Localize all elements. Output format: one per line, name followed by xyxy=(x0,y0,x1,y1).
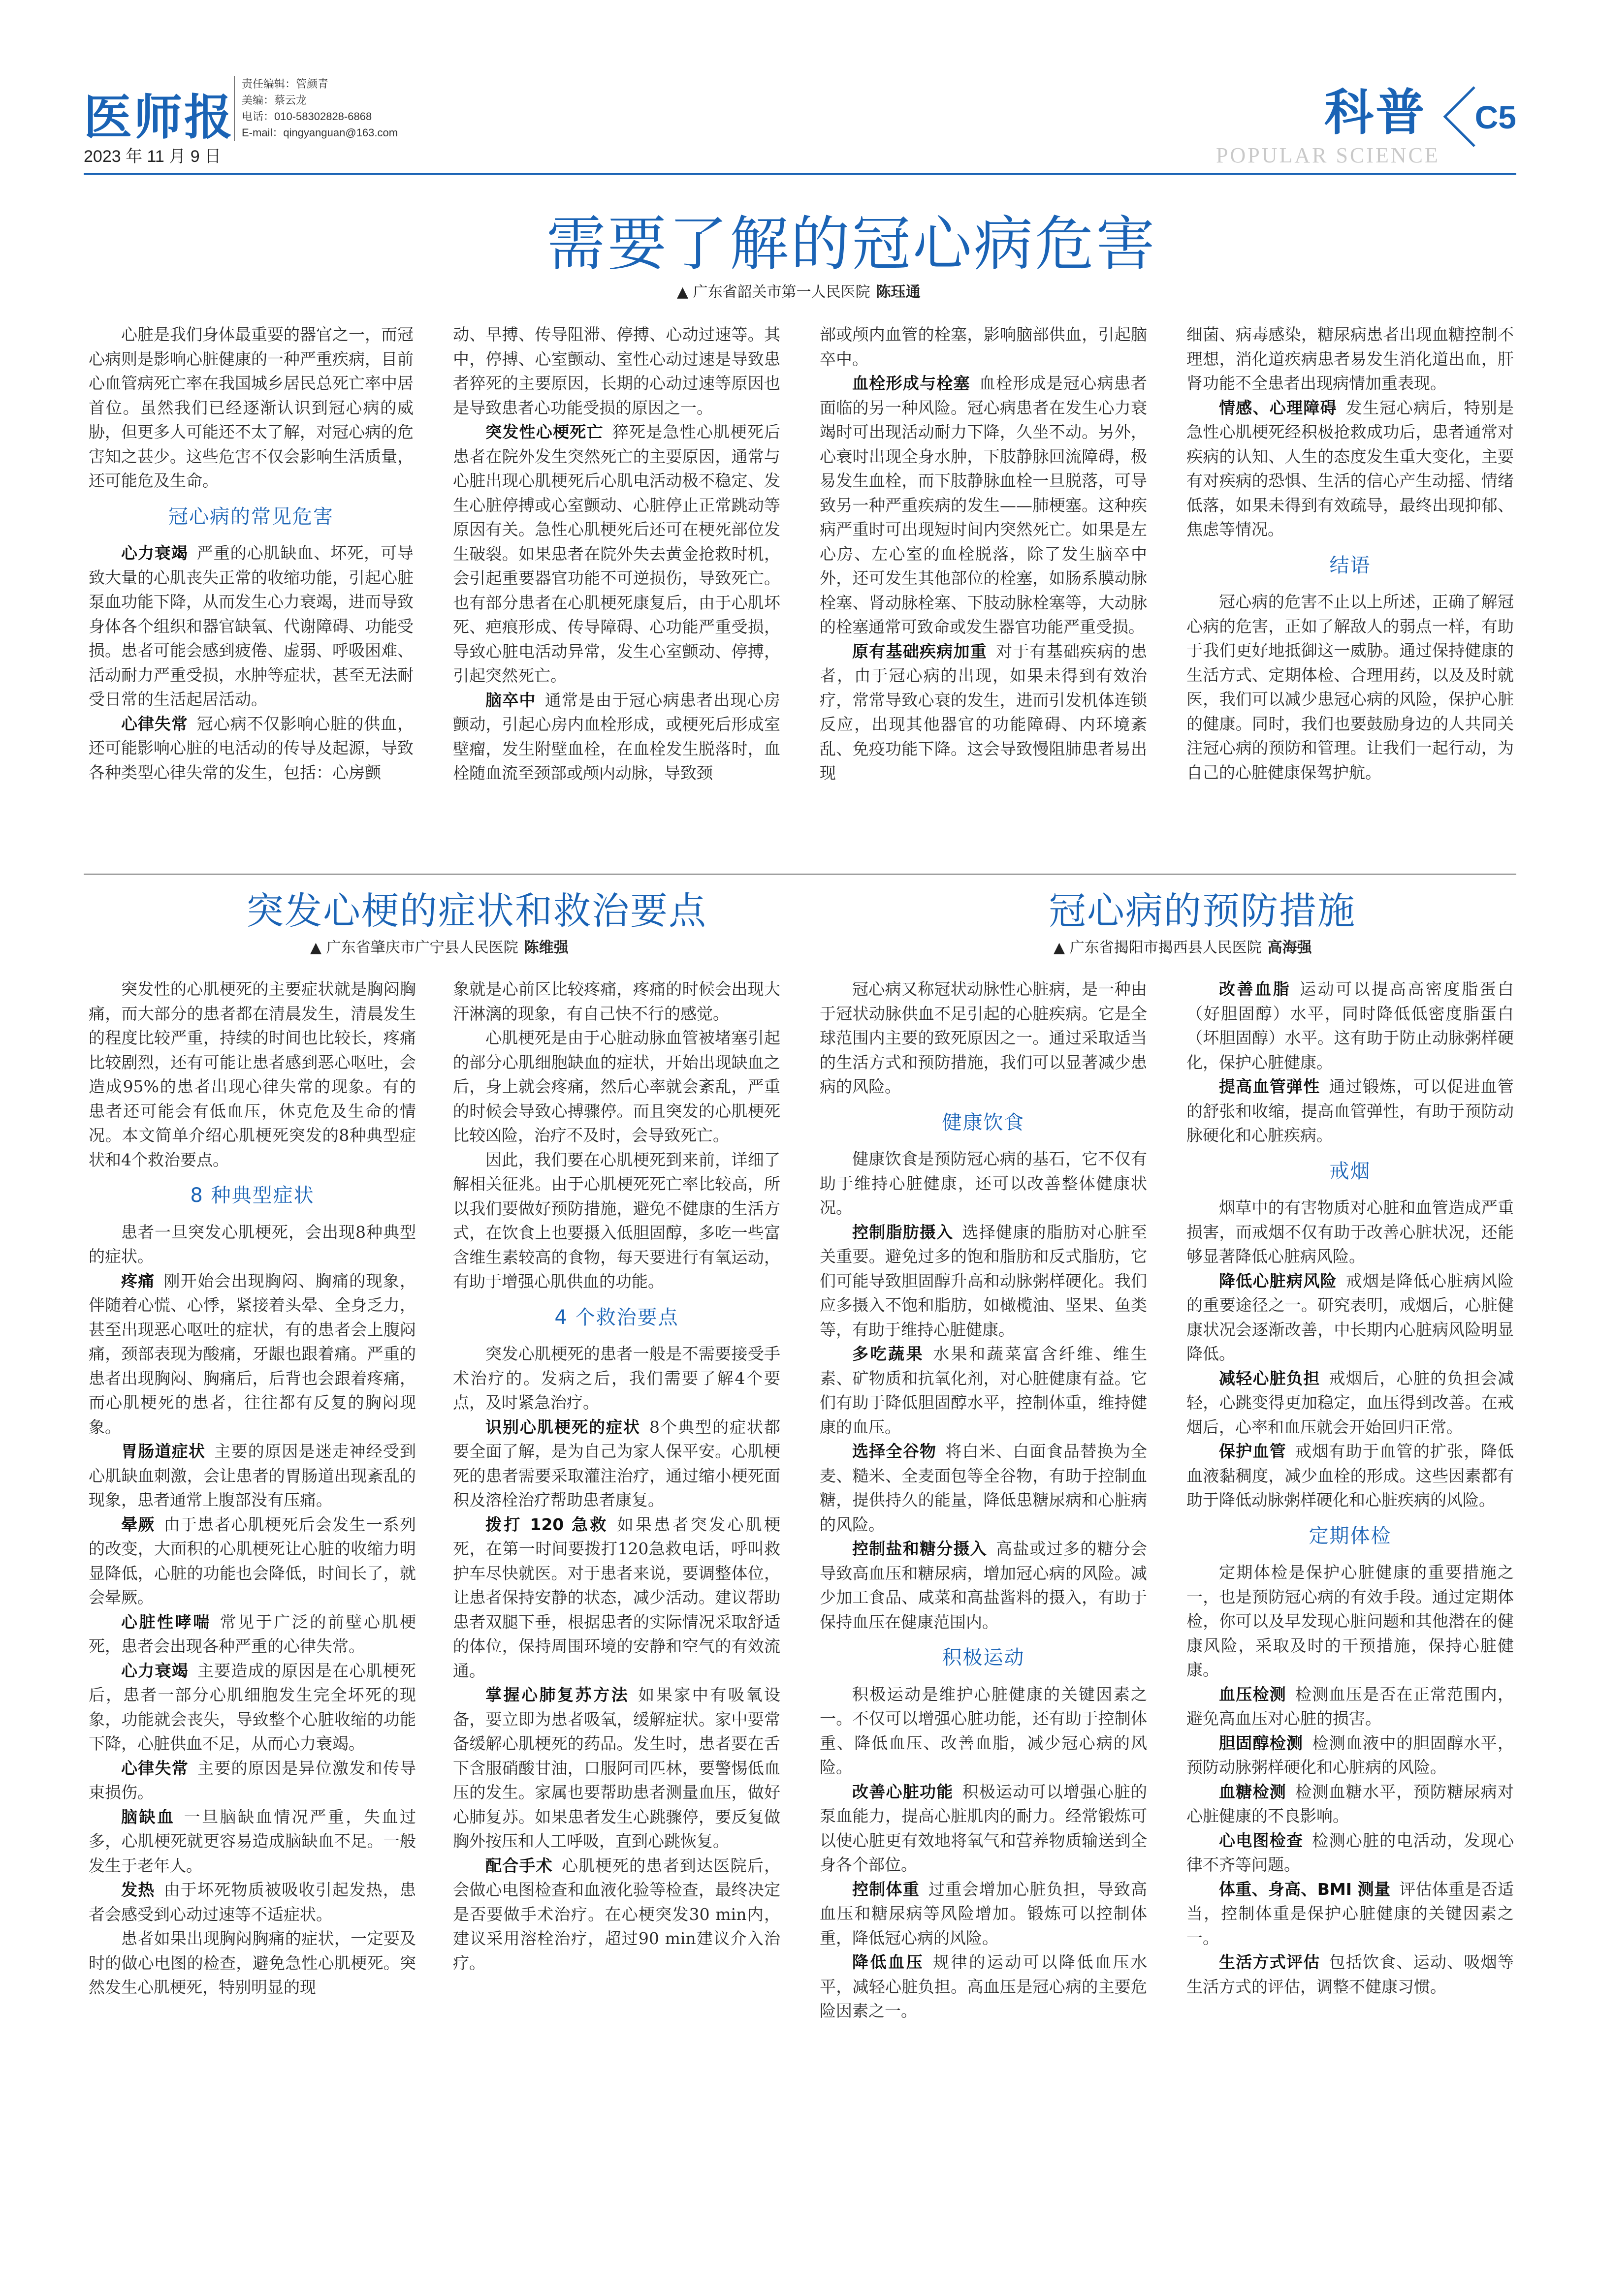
paragraph-text: 高盐或过多的糖分会导致高血压和糖尿病，增加冠心病的风险。减少加工食品、咸菜和高盐酱料的摄入，有助于保持血压在健康范围内。 xyxy=(820,1539,1147,1632)
paragraph xyxy=(453,1148,780,1294)
paragraph xyxy=(820,322,1147,371)
paragraph-lead: 减轻心脏负担 xyxy=(1219,1368,1320,1388)
paragraph-lead: 拨打 120 急救 xyxy=(485,1514,608,1534)
paragraph xyxy=(453,1512,780,1683)
paragraph xyxy=(820,371,1147,639)
paragraph-lead: 心律失常 xyxy=(121,1758,189,1778)
paragraph xyxy=(820,1682,1147,1780)
paragraph-lead: 脑卒中 xyxy=(485,690,536,710)
paragraph-text: 部或颅内血管的栓塞，影响脑部供血，引起脑卒中。 xyxy=(820,325,1147,369)
article3-title: 冠心病的预防措施 xyxy=(1049,889,1356,933)
masthead xyxy=(84,69,1516,167)
paragraph-text: 水果和蔬菜富含纤维、维生素、矿物质和抗氧化剂，对心脏健康有益。它们有助于降低胆固醇水平，控制体重，维持健康的血压。 xyxy=(820,1344,1148,1437)
subheading: 戒烟 xyxy=(1329,1160,1371,1183)
paragraph-lead: 血糖检测 xyxy=(1219,1782,1286,1801)
paragraph-text: 包括饮食、运动、吸烟等生活方式的评估，调整不健康习惯。 xyxy=(1186,1952,1514,1996)
paragraph xyxy=(820,1147,1147,1220)
paragraph-lead: 心力衰竭 xyxy=(121,543,188,563)
paragraph xyxy=(89,1805,416,1878)
subheading: 积极运动 xyxy=(942,1646,1025,1669)
paragraph-text: 因此，我们要在心肌梗死到来前，详细了解相关征兆。由于心肌梗死死亡率比较高，所以我们要做好预防措施，避免不健康的生活方式，在饮食上也要摄入低胆固醇，多吃一些富含维生素较高的食物，每天要进行有氧运动，有助于增强心肌供血的功能。 xyxy=(453,1150,780,1291)
paragraph-text: 刚开始会出现胸闷、胸痛的现象，伴随着心慌、心悸，紧接着头晕、全身乏力，甚至出现恶心呕吐的症状，有的患者会上腹闷痛，颈部表现为酸痛，牙龈也跟着痛。严重的患者出现胸闷、胸痛后，后背也会跟着疼痛，而心肌梗死的患者，往往都有反复的胸闷现象。 xyxy=(89,1271,416,1437)
paragraph-text: 如果家中有吸氧设备，要立即为患者吸氧，缓解症状。家中要常备缓解心肌梗死的药品。发生时，患者要在舌下含服硝酸甘油，口服阿司匹林，要警惕低血压的发生。家属也要帮助患者测量血压，做好心肺复苏。如果患者发生心跳骤停，要反复做胸外按压和人工呼吸，直到心跳恢复。 xyxy=(453,1685,781,1851)
paragraph-text: 心脏是我们身体最重要的器官之一，而冠心病则是影响心脏健康的一种严重疾病，目前心血管病死亡率在我国城乡居民总死亡率中居首位。虽然我们已经逐渐认识到冠心病的威胁，但更多人可能还不太了解，对冠心病的危害知之甚少。这些危害不仅会影响生活质量，还可能危及生命。 xyxy=(89,325,414,490)
paragraph xyxy=(820,1877,1147,1950)
paragraph xyxy=(1186,1780,1514,1828)
paragraph xyxy=(89,1659,416,1756)
paragraph-lead: 掌握心肺复苏方法 xyxy=(485,1685,630,1704)
paragraph-text: 烟草中的有害物质对心脏和血管造成严重损害，而戒烟不仅有助于改善心脏状况，还能够显著降低心脏病风险。 xyxy=(1186,1198,1514,1266)
paragraph-lead: 心脏性哮喘 xyxy=(121,1612,211,1632)
paragraph xyxy=(453,688,780,786)
paragraph-text: 突发心肌梗死的患者一般是不需要接受手术治疗的。发病之后，我们需要了解4个要点，及时紧急治疗。 xyxy=(453,1344,780,1412)
subheading: 4 个救治要点 xyxy=(554,1306,679,1329)
credit-editor: 责任编辑：管颜青 xyxy=(242,78,329,90)
paragraph-text: 戒烟后，心脏的负担会减轻，心跳变得更加稳定，血压得到改善。在戒烟后，心率和血压就会开始回归正常。 xyxy=(1186,1368,1514,1437)
paragraph-text: 严重的心肌缺血、坏死，可导致大量的心肌丧失正常的收缩功能，引起心脏泵血功能下降，从而发生心力衰竭，进而导致身体各个组织和器官缺氧、代谢障碍、功能受损。患者可能会感到疲倦、虚弱、呼吸困难、活动耐力严重受损，水肿等症状，甚至无法耐受日常的生活起居活动。 xyxy=(89,543,414,709)
issue-date: 2023 年 11 月 9 日 xyxy=(84,147,222,166)
paragraph-text: 选择健康的脂肪对心脏至关重要。避免过多的饱和脂肪和反式脂肪，它们可能导致胆固醇升高和动脉粥样硬化。我们应多摄入不饱和脂肪，如橄榄油、坚果、鱼类等，有助于维持心脏健康。 xyxy=(820,1222,1147,1339)
paragraph xyxy=(453,1415,780,1512)
paragraph-lead: 保护血管 xyxy=(1219,1442,1286,1461)
paragraph xyxy=(1186,1439,1514,1512)
paragraph xyxy=(1186,590,1514,785)
paragraph-text: 检测血压是否在正常范围内，避免高血压对心脏的损害。 xyxy=(1186,1684,1514,1728)
paragraph xyxy=(820,1780,1147,1877)
paragraph xyxy=(453,420,780,688)
paragraph xyxy=(820,1342,1147,1439)
paragraph xyxy=(453,1854,780,1976)
paragraph-text: 检测心脏的电活动，发现心律不齐等问题。 xyxy=(1186,1830,1514,1874)
article2-byline-org: ▲ 广东省肇庆市广宁县人民医院 xyxy=(310,939,518,956)
article3-byline-author: 高海强 xyxy=(1267,939,1312,956)
paragraph xyxy=(453,1026,780,1148)
paragraph-lead: 脑缺血 xyxy=(121,1807,175,1826)
paragraph-text: 戒烟有助于血管的扩张，降低血液黏稠度，减少血栓的形成。这些因素都有助于降低动脉粥样硬化和心脏疾病的风险。 xyxy=(1186,1442,1514,1510)
paragraph-lead: 血栓形成与栓塞 xyxy=(852,374,970,393)
article2-title: 突发心梗的症状和救治要点 xyxy=(246,889,707,933)
paragraph-lead: 降低血压 xyxy=(852,1952,925,1972)
paragraph-lead: 选择全谷物 xyxy=(852,1442,937,1461)
section-english-title: POPULAR SCIENCE xyxy=(1216,143,1440,167)
section-header xyxy=(1211,74,1516,167)
subheading: 8 种典型症状 xyxy=(190,1184,315,1207)
article1-byline-org: ▲ 广东省韶关市第一人民医院 xyxy=(677,283,870,301)
paragraph xyxy=(1186,1560,1514,1682)
paragraph-text: 由于患者心肌梗死后会发生一系列的改变，大面积的心肌梗死让心脏的收缩力明显降低，心脏的功能也会降低，时间长了，就会晕厥。 xyxy=(89,1514,416,1607)
paragraph-lead: 胃肠道症状 xyxy=(121,1442,206,1461)
paragraph xyxy=(820,1439,1147,1537)
article3-byline-org: ▲ 广东省揭阳市揭西县人民医院 xyxy=(1054,939,1262,956)
paragraph-text: 积极运动是维护心脏健康的关键因素之一。不仅可以增强心脏功能，还有助于控制体重、降低血压、改善血脂，减少冠心病的风险。 xyxy=(820,1684,1147,1777)
paragraph-text: 积极运动可以增强心脏的泵血能力，提高心脏肌肉的耐力。经常锻炼可以使心脏更有效地将氧气和营养物质输送到全身各个部位。 xyxy=(820,1782,1147,1874)
paragraph xyxy=(1186,396,1514,542)
paragraph-text: 如果患者突发心肌梗死，在第一时间要拨打120急救电话，呼叫救护车尽快就医。对于患者来说，要调整体位，让患者保持安静的状态，减少活动。建议帮助患者双腿下垂，根据患者的实际情况采取舒适的体位，保持周围环境的安静和空气的有效流通。 xyxy=(453,1514,780,1680)
paragraph-text: 细菌、病毒感染，糖尿病患者出现血糖控制不理想，消化道疾病患者易发生消化道出血，肝肾功能不全患者出现病情加重表现。 xyxy=(1186,325,1514,393)
paragraph-lead: 体重、身高、BMI 测量 xyxy=(1219,1879,1391,1899)
paragraph-lead: 胆固醇检测 xyxy=(1219,1733,1304,1753)
paragraph-text: 健康饮食是预防冠心病的基石，它不仅有助于维持心脏健康，还可以改善整体健康状况。 xyxy=(820,1149,1147,1217)
paragraph xyxy=(820,639,1147,786)
article1-column-4 xyxy=(1186,322,1514,785)
paragraph xyxy=(89,1610,416,1659)
article3-column-2 xyxy=(1186,977,1514,1999)
paragraph xyxy=(453,977,780,1026)
chevron-left-icon xyxy=(1440,85,1479,149)
paragraph-lead: 控制盐和糖分摄入 xyxy=(852,1539,987,1558)
paragraph-lead: 生活方式评估 xyxy=(1219,1952,1320,1972)
paragraph xyxy=(1186,1828,1514,1877)
paragraph xyxy=(89,977,416,1172)
article1-byline-author: 陈珏通 xyxy=(876,283,921,301)
paragraph xyxy=(1186,1731,1514,1780)
paragraph xyxy=(89,541,414,712)
paragraph xyxy=(453,1342,780,1415)
article3-column-1 xyxy=(820,977,1147,2023)
article2-byline-author: 陈维强 xyxy=(524,939,569,956)
paragraph-lead: 晕厥 xyxy=(121,1514,155,1534)
paragraph-text: 血栓形成是冠心病患者面临的另一种风险。冠心病患者在发生心力衰竭时可出现活动耐力下降，久坐不动。另外，心衰时出现全身水肿，下肢静脉回流障碍，极易发生血栓，而下肢静脉血栓一旦脱落，可导致另一种严重疾病的发生——肺梗塞。这种疾病严重时可出现短时间内突然死亡。如果是左心房、左心室的血栓脱落，除了发生脑卒中外，还可发生其他部位的栓塞，如肠系膜动脉栓塞、肾动脉栓塞、下肢动脉栓塞等，大动脉的栓塞通常可致命或发生器官功能严重受损。 xyxy=(820,374,1147,636)
paragraph-lead: 心律失常 xyxy=(121,714,188,733)
paragraph-text: 心肌梗死是由于心脏动脉血管被堵塞引起的部分心肌细胞缺血的症状，开始出现缺血之后，身上就会疼痛，然后心率就会紊乱，严重的时候会导致心搏骤停。而且突发的心肌梗死比较凶险，治疗不及时，会导致死亡。 xyxy=(453,1028,780,1145)
paragraph-lead: 提高血管弹性 xyxy=(1219,1077,1320,1096)
article1-column-1 xyxy=(89,322,414,785)
paragraph xyxy=(820,1537,1147,1634)
paragraph xyxy=(1186,1269,1514,1366)
paragraph-text: 将白米、白面食品替换为全麦、糙米、全麦面包等全谷物，有助于控制血糖，提供持久的能量，降低患糖尿病和心脏病的风险。 xyxy=(820,1442,1147,1534)
paragraph-text: 规律的运动可以降低血压水平，减轻心脏负担。高血压是冠心病的主要危险因素之一。 xyxy=(820,1952,1148,2020)
editor-credits xyxy=(234,76,398,141)
paragraph-text: 检测血液中的胆固醇水平，预防动脉粥样硬化和心脏病的风险。 xyxy=(1186,1733,1514,1777)
paragraph-text: 动、早搏、传导阻滞、停搏、心动过速等。其中，停搏、心室颤动、室性心动过速是导致患者猝死的主要原因，长期的心动过速等原因也是导致患者心功能受损的原因之一。 xyxy=(453,325,780,417)
paragraph-text: 冠心病不仅影响心脏的供血，还可能影响心脏的电活动的传导及起源，导致各种类型心律失常的发生，包括：心房颤 xyxy=(89,714,414,782)
article2-byline xyxy=(310,935,569,957)
paragraph-text: 评估体重是否适当，控制体重是保护心脏健康的关键因素之一。 xyxy=(1186,1879,1514,1948)
paragraph-lead: 发热 xyxy=(121,1880,155,1899)
paragraph-lead: 情感、心理障碍 xyxy=(1219,398,1337,417)
article2-column-2 xyxy=(453,977,780,1975)
paragraph-text: 猝死是急性心肌梗死后患者在院外发生突然死亡的主要原因，通常与心脏出现心肌梗死后心肌电活动极不稳定、发生心脏停搏或心室颤动、心脏停止正常跳动等原因有关。急性心肌梗死后还可在梗死部位发生破裂。如果患者在院外失去黄金抢救时机，会引起重要器官功能不可逆损伤，导致死亡。也有部分患者在心肌梗死康复后，由于心肌坏死、疤痕形成、传导障碍、心功能严重受损，导致心脏电活动异常，发生心室颤动、停搏，引起突然死亡。 xyxy=(453,422,780,685)
paragraph-text: 由于坏死物质被吸收引起发热，患者会感受到心动过速等不适症状。 xyxy=(89,1880,416,1924)
paragraph xyxy=(1186,1195,1514,1269)
paragraph-lead: 控制脂肪摄入 xyxy=(852,1222,954,1242)
paragraph-text: 一旦脑缺血情况严重，失血过多，心肌梗死就更容易造成脑缺血不足。一般发生于老年人。 xyxy=(89,1807,416,1875)
paragraph-lead: 突发性心梗死亡 xyxy=(485,422,604,441)
paragraph-text: 患者如果出现胸闷胸痛的症状，一定要及时的做心电图的检查，避免急性心肌梗死。突然发生心肌梗死，特别明显的现 xyxy=(89,1929,416,1997)
paragraph-text: 通常是由于冠心病患者出现心房颤动，引起心房内血栓形成，或梗死后形成室壁瘤，发生附壁血栓，在血栓发生脱落时，血栓随血流至颈部或颅内动脉，导致颈 xyxy=(453,690,780,783)
header-rule xyxy=(84,173,1516,175)
paragraph-lead: 多吃蔬果 xyxy=(852,1344,925,1363)
article1-column-2 xyxy=(453,322,780,786)
paragraph xyxy=(89,1756,416,1805)
paragraph xyxy=(1186,322,1514,396)
paragraph-text: 8个典型的症状都要全面了解，是为自己为家人保平安。心肌梗死的患者需要采取灌注治疗，通过缩小梗死面积及溶栓治疗帮助患者康复。 xyxy=(453,1417,780,1510)
paragraph-lead: 识别心肌梗死的症状 xyxy=(485,1417,640,1437)
paragraph xyxy=(89,712,414,785)
paragraph-text: 冠心病又称冠状动脉性心脏病，是一种由于冠状动脉供血不足引起的心脏疾病。它是全球范围内主要的致死原因之一。通过采取适当的生活方式和预防措施，我们可以显著减少患病的风险。 xyxy=(820,979,1147,1096)
paragraph-lead: 原有基础疾病加重 xyxy=(852,641,987,661)
paragraph xyxy=(1186,1366,1514,1440)
paragraph-text: 患者一旦突发心肌梗死，会出现8种典型的症状。 xyxy=(89,1222,416,1266)
paragraph-lead: 血压检测 xyxy=(1219,1684,1286,1704)
paragraph-text: 冠心病的危害不止以上所述，正确了解冠心病的危害，正如了解敌人的弱点一样，有助于我们更好地抵御这一威胁。通过保持健康的生活方式、定期体检、合理用药，以及及时就医，我们可以减少患冠心病的风险，保护心脏的健康。同时，我们也要鼓励身边的人共同关注冠心病的预防和管理。让我们一起行动，为自己的心脏健康保驾护航。 xyxy=(1186,592,1514,782)
paragraph xyxy=(1186,1950,1514,1999)
section-divider xyxy=(84,874,1516,875)
paragraph-text: 对于有基础疾病的患者，由于冠心病的出现，如果未得到有效治疗，常常导致心衰的发生，进而引发机体连锁反应，出现其他器官的功能障碍、内环境紊乱、免疫功能下降。这会导致慢阻肺患者易出现 xyxy=(820,641,1147,783)
paragraph-text: 检测血糖水平，预防糖尿病对心脏健康的不良影响。 xyxy=(1186,1782,1514,1825)
paragraph xyxy=(89,1878,416,1926)
paragraph-text: 过重会增加心脏负担，导致高血压和糖尿病等风险增加。锻炼可以控制体重，降低冠心病的风险。 xyxy=(820,1879,1147,1948)
article1-byline xyxy=(677,280,921,301)
paragraph-lead: 配合手术 xyxy=(485,1856,553,1875)
paragraph-lead: 改善血脂 xyxy=(1219,979,1291,999)
paragraph-text: 心肌梗死的患者到达医院后，会做心电图检查和血液化验等检查，最终决定是否要做手术治疗。在心梗突发30 min内，建议采用溶栓治疗，超过90 min建议介入治疗。 xyxy=(453,1856,780,1973)
paragraph-text: 主要的原因是异位激发和传导束损伤。 xyxy=(89,1758,416,1802)
paragraph-lead: 心力衰竭 xyxy=(121,1661,189,1680)
paragraph-text: 主要的原因是迷走神经受到心肌缺血刺激，会让患者的胃肠道出现紊乱的现象，患者通常上腹部没有压痛。 xyxy=(89,1442,416,1510)
paragraph xyxy=(820,977,1147,1099)
page-number: C5 xyxy=(1474,99,1516,135)
paragraph xyxy=(89,1512,416,1610)
subheading: 结语 xyxy=(1329,554,1371,577)
paragraph xyxy=(1186,1682,1514,1731)
paragraph-text: 戒烟是降低心脏病风险的重要途径之一。研究表明，戒烟后，心脏健康状况会逐渐改善，中长期内心脏病风险明显降低。 xyxy=(1186,1271,1514,1363)
paragraph-text: 突发性的心肌梗死的主要症状就是胸闷胸痛，而大部分的患者都在清晨发生，清晨发生的程度比较严重，持续的时间也比较长，疼痛比较剧烈，还有可能让患者感到恶心呕吐，会造成95%的患者出现心律失常的现象。有的患者还可能会有低血压，休克危及生命的情况。本文简单介绍心肌梗死突发的8种典型症状和4个救治要点。 xyxy=(89,979,416,1169)
article2-column-1 xyxy=(89,977,416,2000)
paragraph-text: 发生冠心病后，特别是急性心肌梗死经积极抢救成功后，患者通常对疾病的认知、人生的态度发生重大变化，主要有对疾病的恐惧、生活的信心产生动摇、情绪低落，如果未得到有效疏导，最终出现抑郁、焦虑等情况。 xyxy=(1186,398,1514,539)
paragraph xyxy=(89,322,414,493)
paragraph-lead: 心电图检查 xyxy=(1219,1830,1304,1850)
paragraph-lead: 降低心脏病风险 xyxy=(1219,1271,1337,1290)
paragraph-text: 定期体检是保护心脏健康的重要措施之一，也是预防冠心病的有效手段。通过定期体检，你可以及早发现心脏问题和其他潜在的健康风险，采取及时的干预措施，保持心脏健康。 xyxy=(1186,1563,1514,1679)
subheading: 健康饮食 xyxy=(942,1111,1025,1134)
paragraph-lead: 改善心脏功能 xyxy=(852,1782,954,1801)
paragraph-text: 常见于广泛的前壁心肌梗死，患者会出现各种严重的心律失常。 xyxy=(89,1612,416,1656)
paragraph xyxy=(453,322,780,420)
paragraph-lead: 疼痛 xyxy=(121,1271,155,1290)
credit-phone: 电话：010-58302828-6868 xyxy=(242,110,372,123)
credit-designer: 美编：蔡云龙 xyxy=(242,94,307,106)
paragraph-lead: 控制体重 xyxy=(852,1879,920,1899)
paragraph xyxy=(820,1950,1147,2023)
article3-byline xyxy=(1054,935,1312,957)
article1-title: 需要了解的冠心病危害 xyxy=(546,210,1157,279)
paragraph-text: 运动可以提高高密度脂蛋白（好胆固醇）水平，同时降低低密度脂蛋白（坏胆固醇）水平。这有助于防止动脉粥样硬化，保护心脏健康。 xyxy=(1186,979,1514,1072)
paragraph-text: 象就是心前区比较疼痛，疼痛的时候会出现大汗淋漓的现象，有自己快不行的感觉。 xyxy=(453,979,780,1023)
paragraph xyxy=(89,1439,416,1512)
paragraph xyxy=(1186,977,1514,1074)
subheading: 定期体检 xyxy=(1309,1524,1392,1547)
paragraph xyxy=(1186,1877,1514,1950)
paragraph xyxy=(89,1269,416,1440)
article1-column-3 xyxy=(820,322,1147,786)
paragraph xyxy=(453,1683,780,1854)
paragraph-text: 通过锻炼，可以促进血管的舒张和收缩，提高血管弹性，有助于预防动脉硬化和心脏疾病。 xyxy=(1186,1077,1514,1145)
newspaper-logo: 医师报 xyxy=(84,90,235,146)
credit-email: E-mail：qingyanguan@163.com xyxy=(242,126,398,139)
paragraph xyxy=(89,1220,416,1269)
paragraph xyxy=(820,1220,1147,1342)
paragraph xyxy=(1186,1074,1514,1148)
paragraph xyxy=(89,1926,416,2000)
paragraph-text: 主要造成的原因是在心肌梗死后，患者一部分心肌细胞发生完全坏死的现象，功能就会丧失，导致整个心脏收缩的功能下降，心脏供血不足，从而心力衰竭。 xyxy=(89,1661,416,1753)
section-title: 科普 xyxy=(1324,84,1427,141)
subheading: 冠心病的常见危害 xyxy=(168,505,334,528)
